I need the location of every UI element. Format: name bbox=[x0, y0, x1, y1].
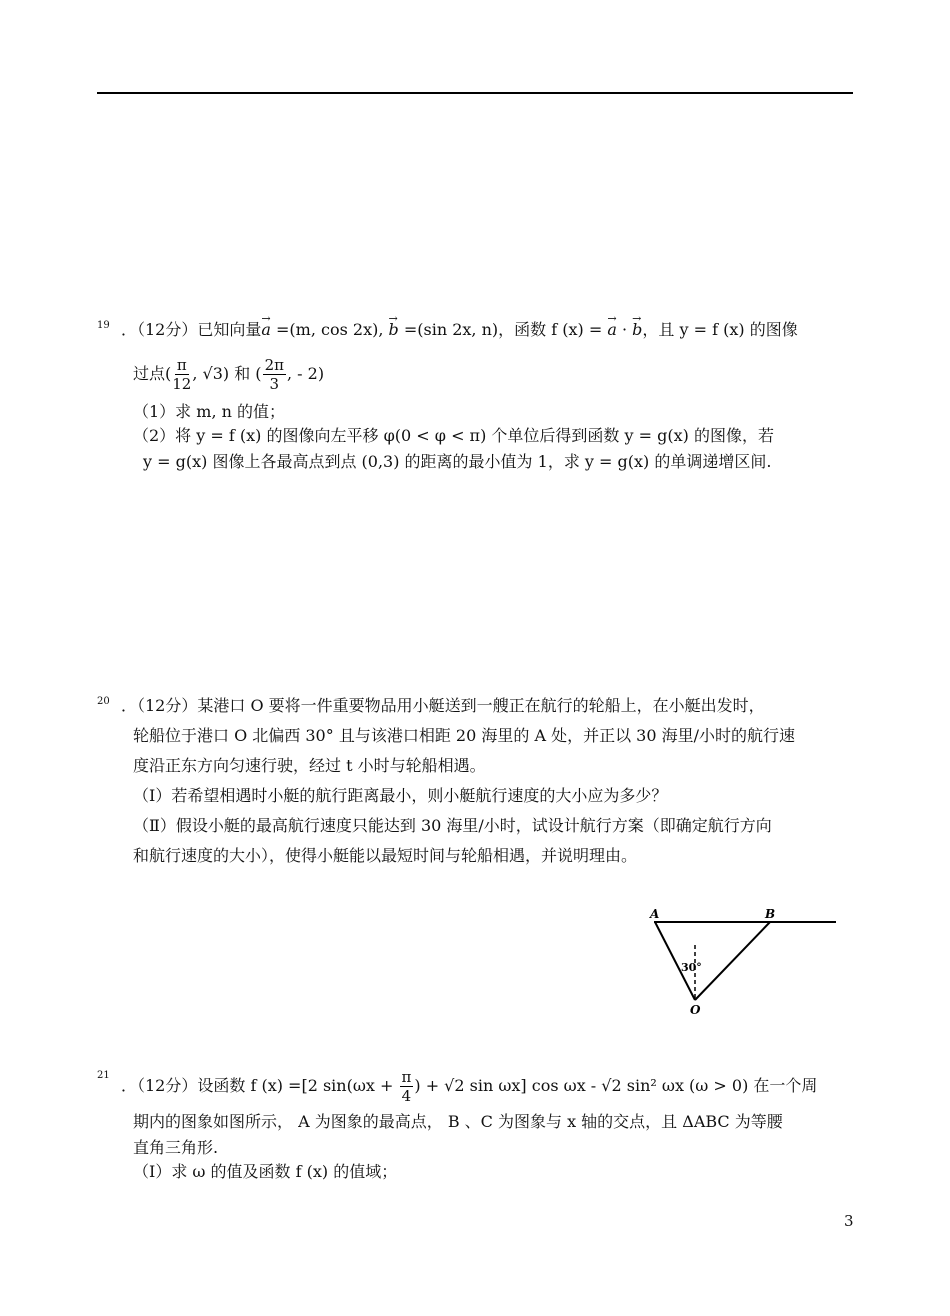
q20-line-2: 轮船位于港口 O 北偏西 30° 且与该港口相距 20 海里的 A 处，并正以 30 海里/小时的航行速 bbox=[133, 726, 796, 745]
q19-line-2: 过点( $\frac{\pi}{12}$ , √3) 和 ( $\frac{2\pi}{3}$ , - 2) bbox=[133, 356, 325, 393]
label-a: A bbox=[650, 907, 660, 921]
q20-line-1: ．（12分）某港口 O 要将一件重要物品用小艇送到一艘正在航行的轮船上，在小艇出发时， bbox=[121, 696, 765, 715]
q21-line-1: ．（12分）设函数 f (x) =[2 sin(ωx + $\frac{\pi}{4}$ ) + √2 sin ωx] cos ωx - √2 sin² ωx (ω > 0) 在一个周 bbox=[121, 1068, 818, 1105]
q20-line-5: （Ⅱ）假设小艇的最高航行速度只能达到 30 海里/小时，试设计航行方案（即确定航行方向 bbox=[133, 816, 772, 835]
question-number: 20 bbox=[97, 696, 110, 707]
fraction-2pi-3: $\frac{2\pi}{3}$ bbox=[264, 356, 284, 393]
angle-label: 30° bbox=[681, 961, 702, 974]
q20-line-3: 度沿正东方向匀速行驶，经过 t 小时与轮船相遇。 bbox=[133, 756, 486, 775]
q19-line-3: （1）求 m, n 的值； bbox=[133, 402, 286, 421]
vector-a-dot: → a bbox=[607, 318, 617, 342]
vector-b-dot: → b bbox=[632, 318, 642, 342]
question-number: 21 bbox=[97, 1070, 110, 1081]
fraction-pi-12: $\frac{\pi}{12}$ bbox=[172, 356, 192, 393]
page-number: 3 bbox=[844, 1212, 854, 1230]
vector-b: → b bbox=[389, 318, 399, 342]
label-b: B bbox=[765, 907, 776, 921]
q21-line-4: （Ⅰ）求 ω 的值及函数 f (x) 的值域； bbox=[133, 1162, 398, 1181]
q19-line-1: ．（12分）已知向量→ a =(m, cos 2x), → b =(sin 2x, n)，函数 f (x) = → a · → b，且 y = f (x) 的图像 bbox=[121, 318, 798, 342]
q20-line-4: （Ⅰ）若希望相遇时小艇的航行距离最小，则小艇航行速度的大小应为多少？ bbox=[133, 786, 668, 805]
q20-figure bbox=[640, 905, 840, 1015]
q21-line-3: 直角三角形. bbox=[133, 1138, 219, 1157]
question-number: 19 bbox=[97, 320, 110, 331]
q19-line-4: （2）将 y = f (x) 的图像向左平移 φ(0 < φ < π) 个单位后得到函数 y = g(x) 的图像，若 bbox=[133, 426, 774, 445]
vector-a: → a bbox=[261, 318, 271, 342]
label-o: O bbox=[690, 1003, 701, 1015]
fraction-pi-4: $\frac{\pi}{4}$ bbox=[401, 1068, 412, 1105]
q20-line-6: 和航行速度的大小），使得小艇能以最短时间与轮船相遇，并说明理由。 bbox=[133, 846, 638, 865]
side-ob bbox=[695, 922, 770, 1000]
q21-line-2: 期内的图象如图所示， A 为图象的最高点， B 、C 为图象与 x 轴的交点，且 ΔABC 为等腰 bbox=[133, 1112, 783, 1131]
header-rule bbox=[97, 92, 853, 94]
q19-line-5: y = g(x) 图像上各最高点到点 (0,3) 的距离的最小值为 1，求 y = g(x) 的单调递增区间. bbox=[143, 452, 772, 471]
